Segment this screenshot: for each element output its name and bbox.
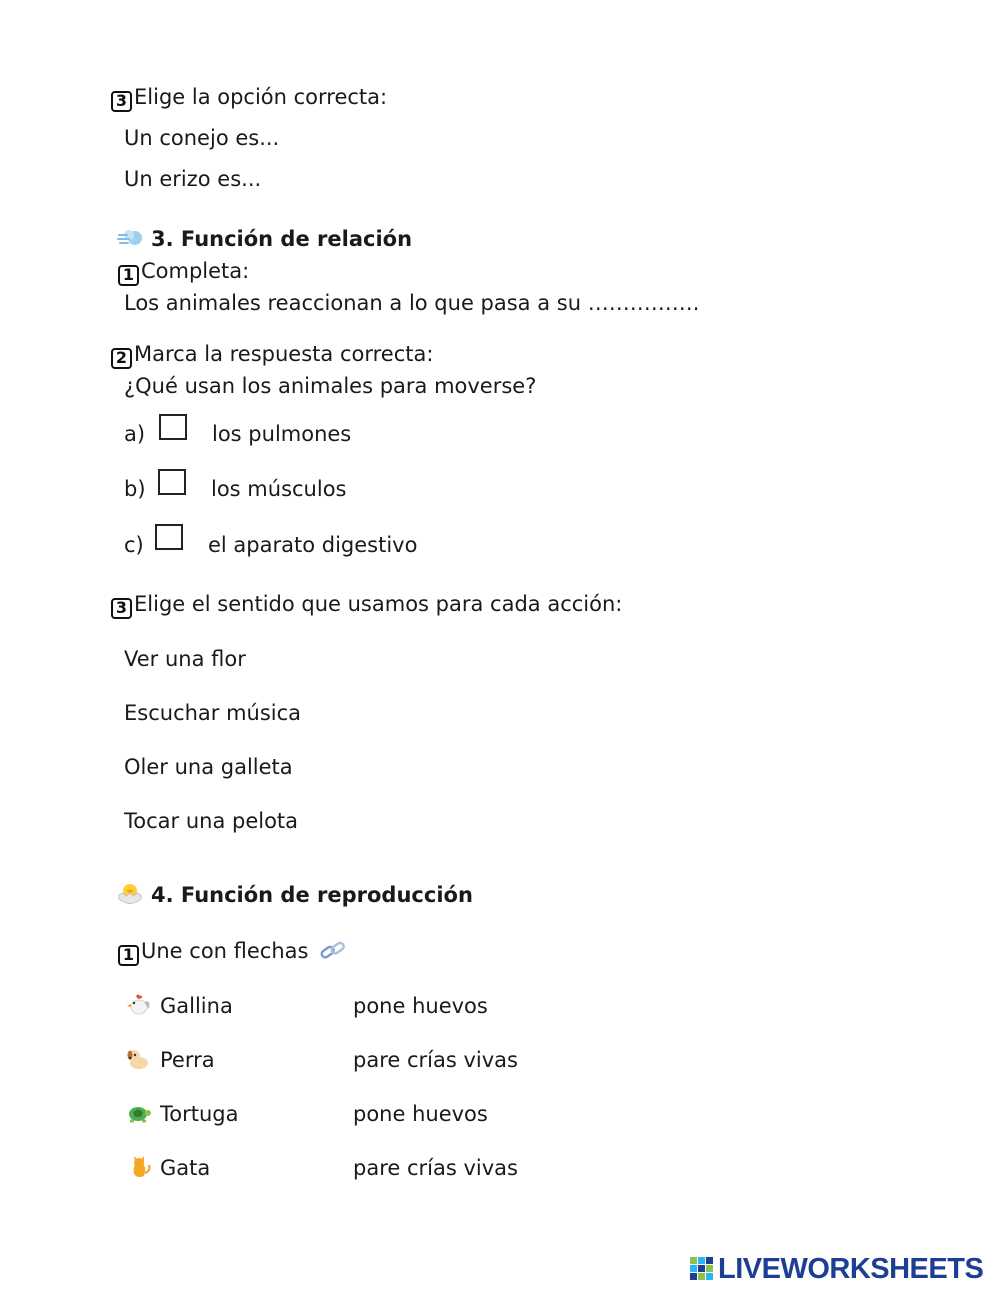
turtle-icon [126, 1101, 152, 1125]
match-row-animal [126, 1047, 215, 1073]
question-1-match-heading [118, 938, 347, 966]
match-row-answer: pone huevos [353, 994, 488, 1018]
liveworksheets-mark-icon [690, 1257, 714, 1281]
option-letter-a: a) [124, 422, 146, 446]
question-2-heading [111, 341, 433, 369]
question-3-heading [111, 84, 387, 112]
animal-name: Gata [160, 1156, 211, 1180]
option-hedgehog: Un erizo es... [124, 167, 262, 191]
match-row-answer: pone huevos [353, 1102, 488, 1126]
option-letter-c: c) [124, 533, 144, 557]
animal-name: Perra [160, 1048, 215, 1072]
option-rabbit: Un conejo es... [124, 126, 280, 150]
option-text-c: el aparato digestivo [208, 533, 418, 557]
dash-wind-icon [117, 226, 143, 250]
rooster-icon [126, 993, 152, 1017]
checkbox-b[interactable] [158, 469, 186, 495]
question-prompt: Completa: [141, 259, 250, 283]
keycap-1-icon: 1 [118, 265, 139, 286]
link-icon [319, 940, 347, 962]
question-1-heading [118, 258, 249, 286]
question-text: ¿Qué usan los animales para moverse? [124, 374, 537, 398]
question-prompt: Elige la opción correcta: [134, 85, 388, 109]
match-row-animal [126, 1101, 238, 1127]
action-item: Tocar una pelota [124, 809, 299, 833]
keycap-1-icon: 1 [118, 945, 139, 966]
checkbox-c[interactable] [155, 524, 183, 550]
match-row-answer: pare crías vivas [353, 1048, 518, 1072]
option-text-a: los pulmones [212, 422, 352, 446]
question-3-senses-heading [111, 591, 622, 619]
question-prompt: Marca la respuesta correcta: [134, 342, 434, 366]
hatching-chick-icon [117, 882, 143, 906]
action-item: Escuchar música [124, 701, 302, 725]
match-row-animal [126, 993, 233, 1019]
section-title-text: 3. Función de relación [151, 227, 413, 251]
match-row-animal [126, 1155, 210, 1181]
action-item: Oler una galleta [124, 755, 293, 779]
dog-icon [126, 1047, 152, 1071]
cat-icon [126, 1155, 152, 1179]
question-prompt: Une con flechas [141, 939, 309, 963]
option-letter-b: b) [124, 477, 146, 501]
keycap-3-icon: 3 [111, 598, 132, 619]
match-row-answer: pare crías vivas [353, 1156, 518, 1180]
animal-name: Tortuga [160, 1102, 239, 1126]
section-3-title [117, 226, 412, 252]
keycap-2-icon: 2 [111, 348, 132, 369]
fill-in-sentence: Los animales reaccionan a lo que pasa a su ……………. [124, 291, 700, 315]
section-title-text: 4. Función de reproducción [151, 883, 473, 907]
keycap-3-icon: 3 [111, 91, 132, 112]
logo-text: LIVEWORKSHEETS [718, 1253, 984, 1285]
option-text-b: los músculos [211, 477, 347, 501]
animal-name: Gallina [160, 994, 233, 1018]
checkbox-a[interactable] [159, 414, 187, 440]
section-4-title [117, 882, 473, 908]
action-item: Ver una flor [124, 647, 246, 671]
question-prompt: Elige el sentido que usamos para cada acción: [134, 592, 623, 616]
